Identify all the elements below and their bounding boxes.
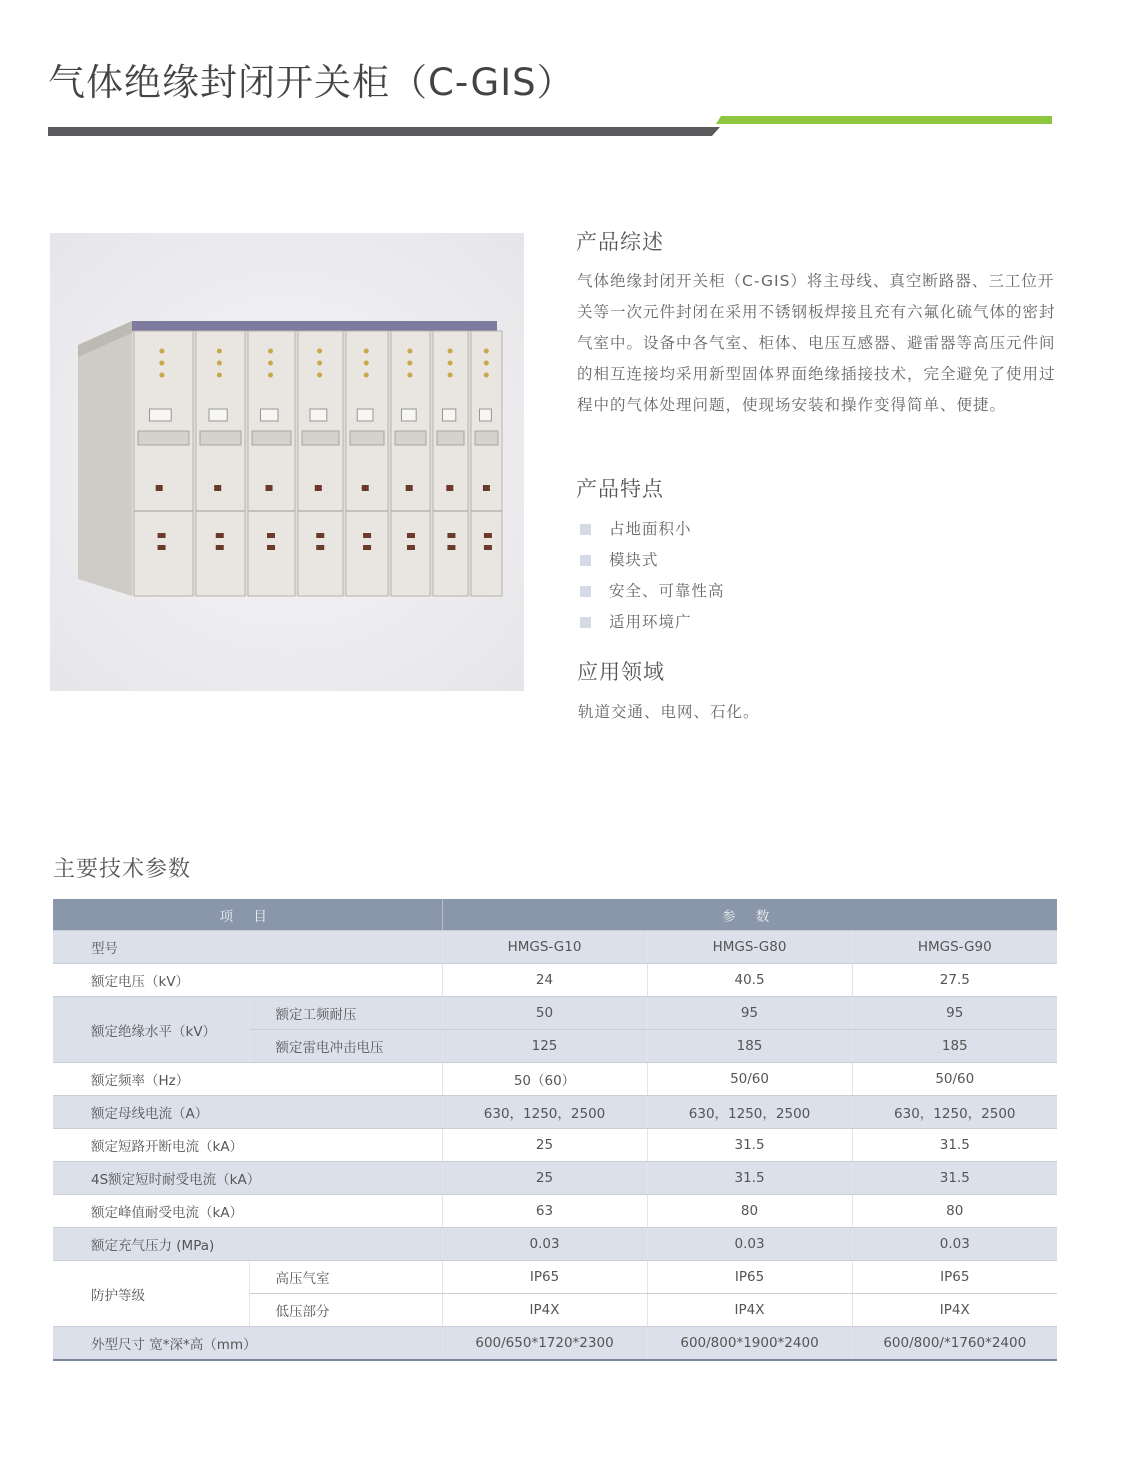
square-bullet-icon: [580, 617, 591, 628]
row-label: 额定母线电流（A）: [53, 1096, 442, 1129]
cell: IP4X: [647, 1294, 852, 1327]
lock-mark: [362, 485, 369, 491]
lock-mark: [407, 533, 415, 538]
cell: 31.5: [852, 1162, 1057, 1195]
table-row: [53, 1162, 1057, 1195]
display-window: [209, 409, 227, 421]
row-label: 外型尺寸 宽*深*高（mm）: [53, 1327, 442, 1361]
control-strip: [302, 431, 339, 445]
square-bullet-icon: [580, 524, 591, 535]
title-rule-green: [716, 116, 1052, 124]
cell: IP4X: [442, 1294, 647, 1327]
lock-mark: [406, 485, 413, 491]
row-label: 额定峰值耐受电流（kA）: [53, 1195, 442, 1228]
row-label: 额定电压（kV）: [53, 964, 442, 997]
lock-mark: [316, 533, 324, 538]
lock-mark: [315, 485, 322, 491]
cell: 185: [647, 1030, 852, 1063]
lock-mark: [156, 485, 163, 491]
table-row: [53, 1063, 1057, 1096]
table-row: [53, 1261, 1057, 1294]
cell: 600/800/*1760*2400: [852, 1327, 1057, 1361]
table-header-row: [53, 899, 1057, 931]
row-label: 4S额定短时耐受电流（kA）: [53, 1162, 442, 1195]
cell: 0.03: [442, 1228, 647, 1261]
header-item: 项 目: [53, 899, 442, 931]
square-bullet-icon: [580, 555, 591, 566]
cell: 63: [442, 1195, 647, 1228]
control-strip: [138, 431, 189, 445]
cell: 125: [442, 1030, 647, 1063]
cell: 50/60: [852, 1063, 1057, 1096]
lock-mark: [216, 545, 224, 550]
cell: 24: [442, 964, 647, 997]
display-window: [150, 409, 172, 421]
table-row: [53, 931, 1057, 964]
indicator-light: [448, 361, 453, 366]
cabinet-panel: [298, 331, 343, 596]
cell: 27.5: [852, 964, 1057, 997]
lock-mark: [407, 545, 415, 550]
control-strip: [350, 431, 384, 445]
cell: HMGS-G10: [442, 931, 647, 964]
display-window: [402, 409, 417, 421]
table-row: [53, 1195, 1057, 1228]
control-strip: [252, 431, 291, 445]
lock-mark: [447, 533, 455, 538]
row-label: 防护等级: [53, 1261, 249, 1327]
row-label: 型号: [53, 931, 442, 964]
lock-mark: [447, 545, 455, 550]
indicator-light: [159, 361, 164, 366]
lock-mark: [483, 485, 490, 491]
indicator-light: [317, 349, 322, 354]
lock-mark: [484, 545, 492, 550]
indicator-light: [217, 349, 222, 354]
cell: 25: [442, 1162, 647, 1195]
cell: IP65: [442, 1261, 647, 1294]
cell: 80: [852, 1195, 1057, 1228]
cell: 185: [852, 1030, 1057, 1063]
cell: 31.5: [647, 1162, 852, 1195]
cabinet-panel: [346, 331, 388, 596]
cabinet-panel: [391, 331, 430, 596]
row-label: 额定绝缘水平（kV）: [53, 997, 249, 1063]
cell: 50/60: [647, 1063, 852, 1096]
table-row: [53, 1096, 1057, 1129]
lock-mark: [484, 533, 492, 538]
table-row: [53, 1228, 1057, 1261]
cell: IP4X: [852, 1294, 1057, 1327]
cell: 630，1250，2500: [852, 1096, 1057, 1129]
application-heading: 应用领域: [577, 660, 665, 684]
control-strip: [475, 431, 498, 445]
indicator-light: [268, 361, 273, 366]
features-list: [580, 514, 725, 638]
indicator-light: [407, 349, 412, 354]
sub-row-label: 额定工频耐压: [249, 997, 442, 1030]
display-window: [357, 409, 373, 421]
product-photo: [50, 233, 524, 691]
indicator-light: [364, 373, 369, 378]
indicator-light: [407, 373, 412, 378]
lock-mark: [216, 533, 224, 538]
indicator-light: [407, 361, 412, 366]
switchgear-illustration: [50, 233, 524, 691]
page-title: 气体绝缘封闭开关柜（C-GIS）: [48, 61, 575, 104]
lock-mark: [158, 533, 166, 538]
indicator-light: [484, 349, 489, 354]
cabinet-panel: [471, 331, 502, 596]
cell: 0.03: [852, 1228, 1057, 1261]
indicator-light: [159, 373, 164, 378]
cell: 31.5: [852, 1129, 1057, 1162]
lock-mark: [316, 545, 324, 550]
indicator-light: [268, 349, 273, 354]
lock-mark: [214, 485, 221, 491]
control-strip: [437, 431, 464, 445]
cell: 31.5: [647, 1129, 852, 1162]
table-row: [53, 1129, 1057, 1162]
display-window: [310, 409, 327, 421]
cell: IP65: [647, 1261, 852, 1294]
cell: 600/650*1720*2300: [442, 1327, 647, 1361]
cabinet-panel: [433, 331, 468, 596]
application-text: 轨道交通、电网、石化。: [578, 703, 760, 721]
indicator-light: [484, 361, 489, 366]
indicator-light: [317, 373, 322, 378]
title-rule-dark: [48, 127, 720, 136]
feature-item: 安全、可靠性高: [580, 576, 725, 607]
cabinet-panel: [134, 331, 193, 596]
lock-mark: [267, 533, 275, 538]
cell: 40.5: [647, 964, 852, 997]
indicator-light: [484, 373, 489, 378]
feature-item: 模块式: [580, 545, 725, 576]
square-bullet-icon: [580, 586, 591, 597]
table-row: [53, 997, 1057, 1030]
lock-mark: [363, 533, 371, 538]
spec-table: [53, 899, 1057, 1361]
control-strip: [200, 431, 241, 445]
overview-heading: 产品综述: [576, 230, 664, 254]
cell: 50: [442, 997, 647, 1030]
cell: 630，1250，2500: [442, 1096, 647, 1129]
cell: 50（60）: [442, 1063, 647, 1096]
indicator-light: [217, 373, 222, 378]
indicator-light: [364, 361, 369, 366]
indicator-light: [448, 349, 453, 354]
row-label: 额定频率（Hz）: [53, 1063, 442, 1096]
lock-mark: [266, 485, 273, 491]
cell: 630，1250，2500: [647, 1096, 852, 1129]
sub-row-label: 低压部分: [249, 1294, 442, 1327]
cell: 95: [647, 997, 852, 1030]
display-window: [261, 409, 279, 421]
cell: 600/800*1900*2400: [647, 1327, 852, 1361]
lock-mark: [446, 485, 453, 491]
indicator-light: [268, 373, 273, 378]
indicator-light: [317, 361, 322, 366]
cell: 80: [647, 1195, 852, 1228]
cell: 95: [852, 997, 1057, 1030]
indicator-light: [364, 349, 369, 354]
cell: HMGS-G90: [852, 931, 1057, 964]
cell: HMGS-G80: [647, 931, 852, 964]
lock-mark: [267, 545, 275, 550]
params-heading: 主要技术参数: [53, 857, 192, 882]
row-label: 额定短路开断电流（kA）: [53, 1129, 442, 1162]
lock-mark: [363, 545, 371, 550]
indicator-light: [448, 373, 453, 378]
cell: 25: [442, 1129, 647, 1162]
control-strip: [395, 431, 426, 445]
display-window: [443, 409, 456, 421]
row-label: 额定充气压力 (MPa): [53, 1228, 442, 1261]
table-row: [53, 1327, 1057, 1361]
cell: 0.03: [647, 1228, 852, 1261]
feature-item: 适用环境广: [580, 607, 725, 638]
header-param: 参 数: [442, 899, 1057, 931]
cabinet-panel: [248, 331, 295, 596]
sub-row-label: 高压气室: [249, 1261, 442, 1294]
cabinet-panel: [196, 331, 245, 596]
feature-item: 占地面积小: [580, 514, 725, 545]
sub-row-label: 额定雷电冲击电压: [249, 1030, 442, 1063]
table-row: [53, 964, 1057, 997]
overview-text: 气体绝缘封闭开关柜（C-GIS）将主母线、真空断路器、三工位开关等一次元件封闭在采用不锈钢板焊接且充有六氟化硫气体的密封气室中。设备中各气室、柜体、电压互感器、避雷器等高压元件间的相互连接均采用新型固体界面绝缘插接技术，完全避免了使用过程中的气体处理问题，使现场安装和操作变得简单、便捷。: [577, 272, 1056, 414]
indicator-light: [217, 361, 222, 366]
display-window: [480, 409, 492, 421]
features-heading: 产品特点: [576, 477, 664, 501]
cell: IP65: [852, 1261, 1057, 1294]
lock-mark: [158, 545, 166, 550]
indicator-light: [159, 349, 164, 354]
